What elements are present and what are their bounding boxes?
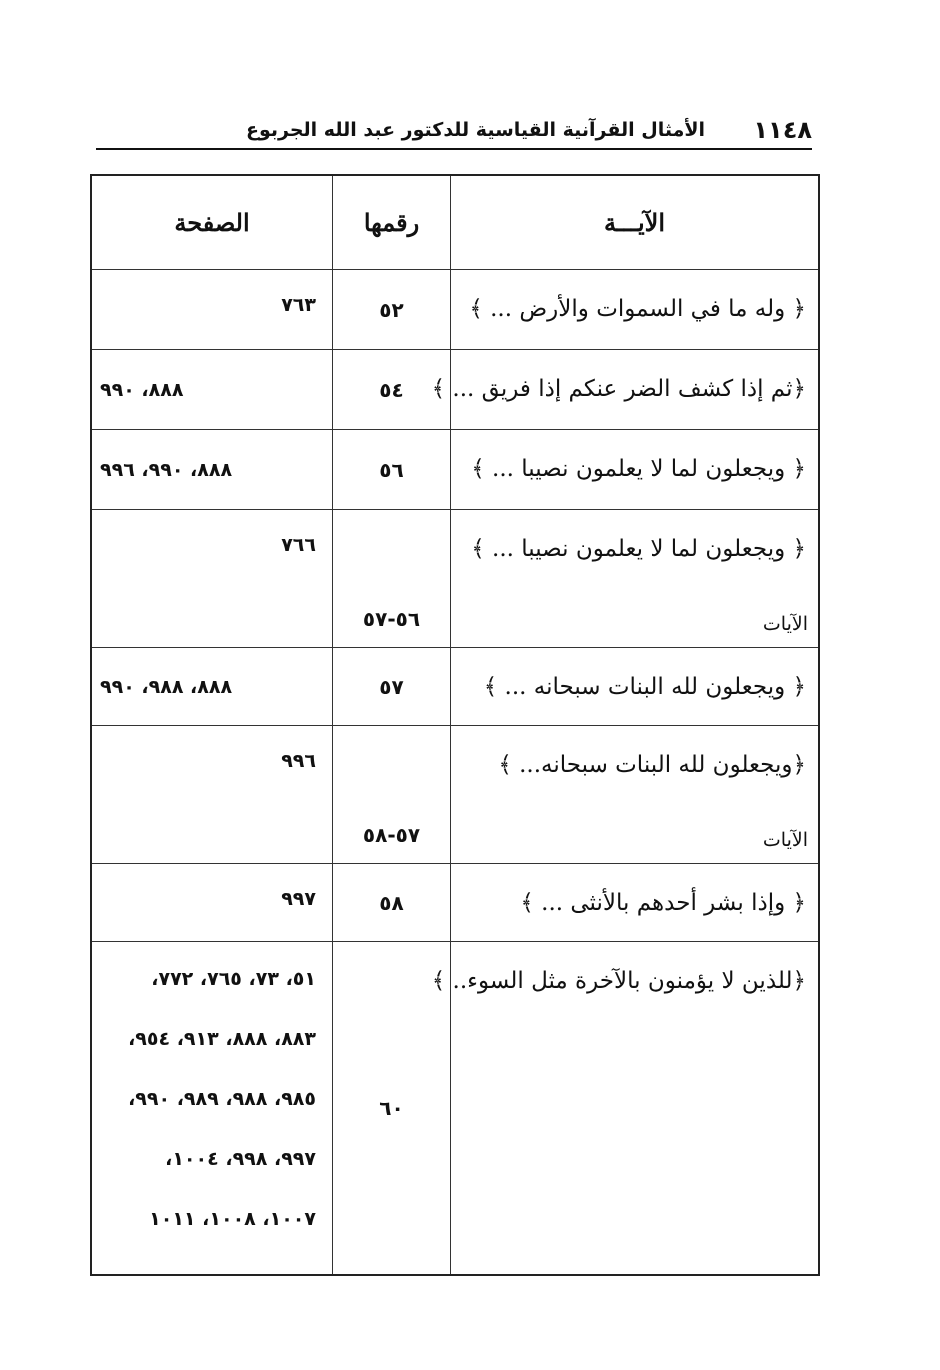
column-header-page: الصفحة	[92, 176, 332, 270]
page-ref-cell	[92, 942, 332, 1274]
page-ref-cell: ٨٨٨، ٩٩٠	[92, 350, 332, 430]
page-ref-line: ١٠٠٧، ١٠٠٨، ١٠١١	[149, 1208, 316, 1230]
page-number: ١١٤٨	[753, 116, 812, 144]
page-ref-line: ٩٨٥، ٩٨٨، ٩٨٩، ٩٩٠،	[128, 1088, 316, 1110]
verse-cell: ﴿ ويجعلون لما لا يعلمون نصيبا ... ﴾	[450, 430, 818, 510]
verse-cell	[450, 510, 818, 648]
page-ref-line: ٩٩٧، ٩٩٨، ١٠٠٤،	[165, 1148, 316, 1170]
page-ref-cell: ٧٦٣	[92, 270, 332, 350]
page-ref-line: ٨٨٣، ٨٨٨، ٩١٣، ٩٥٤،	[128, 1028, 316, 1050]
verse-index-table	[90, 174, 820, 1276]
verse-number-cell: ٥٢	[332, 270, 450, 350]
verse-text: ﴿ويجعلون لله البنات سبحانه... ﴾	[498, 752, 806, 778]
page-ref-cell: ٨٨٨، ٩٩٠، ٩٩٦	[92, 430, 332, 510]
verse-cell	[450, 726, 818, 864]
verse-cell: ﴿ثم إذا كشف الضر عنكم إذا فريق ... ﴾	[450, 350, 818, 430]
verse-range-number: ٥٧-٥٨	[362, 823, 421, 847]
verse-cell: ﴿ وإذا بشر أحدهم بالأنثى ... ﴾	[450, 864, 818, 942]
verse-number-cell: ٥٤	[332, 350, 450, 430]
verse-number-cell: ٥٨	[332, 864, 450, 942]
verse-text: ﴿ ويجعلون لما لا يعلمون نصيبا ... ﴾	[471, 536, 806, 562]
page-ref-cell: ٩٩٦	[92, 726, 332, 864]
column-header-verse: الآيـــة	[450, 176, 818, 270]
verse-range-number: ٥٦-٥٧	[362, 607, 421, 631]
verse-number-cell: ٦٠	[332, 942, 450, 1274]
running-title: الأمثال القرآنية القياسية للدكتور عبد الله الجربوع	[246, 119, 706, 141]
verse-number-cell: ٥٧	[332, 648, 450, 726]
verse-number-cell	[332, 726, 450, 864]
verse-range-label: الآيات	[762, 829, 808, 851]
verse-cell: ﴿للذين لا يؤمنون بالآخرة مثل السوء.. ﴾	[450, 942, 818, 1274]
page-ref-cell: ٧٦٦	[92, 510, 332, 648]
column-header-number: رقمها	[332, 176, 450, 270]
verse-number-cell	[332, 510, 450, 648]
page-header	[96, 112, 812, 150]
verse-cell: ﴿ وله ما في السموات والأرض ... ﴾	[450, 270, 818, 350]
page-ref-line: ٥١، ٧٣، ٧٦٥، ٧٧٢،	[151, 968, 316, 990]
page-ref-cell: ٩٩٧	[92, 864, 332, 942]
verse-number-cell: ٥٦	[332, 430, 450, 510]
page-ref-cell: ٨٨٨، ٩٨٨، ٩٩٠	[92, 648, 332, 726]
verse-range-label: الآيات	[762, 613, 808, 635]
verse-cell: ﴿ ويجعلون لله البنات سبحانه ... ﴾	[450, 648, 818, 726]
